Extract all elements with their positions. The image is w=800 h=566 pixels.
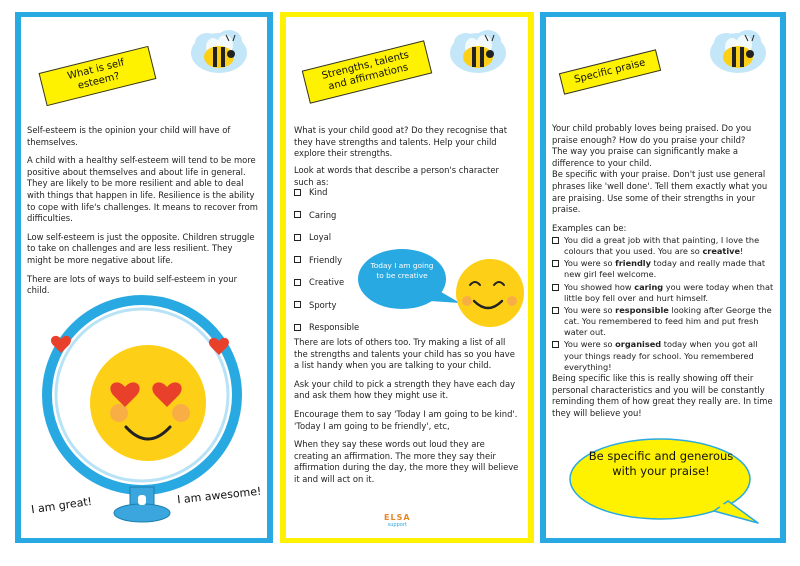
panel3-closing: Being specific like this is really showing off their personal characteristics and you will be constantly reminding them of how great they really are. In time they will believe you! — [552, 373, 773, 418]
checkbox[interactable] — [294, 211, 301, 218]
checklist-item — [294, 181, 359, 204]
panel-specific-praise — [540, 12, 786, 543]
intro-line: Your child probably loves being praised. Do you praise enough? How do you praise your child? — [552, 123, 752, 145]
panel-title-specific-praise: Specific praise — [559, 49, 661, 95]
checkbox[interactable] — [294, 189, 301, 196]
bee-icon — [708, 25, 768, 77]
checklist-label: Loyal — [309, 232, 332, 243]
checkbox[interactable] — [294, 279, 301, 286]
panel1-text — [27, 125, 259, 304]
speech-bubble-text: Today I am going to be creative — [370, 261, 434, 280]
panel2-look-at: Look at words that describe a person's character such as: — [294, 165, 499, 187]
checkbox[interactable] — [552, 307, 559, 314]
paragraph: A child with a healthy self-esteem will tend to be more positive about themselves and about life in general. They are likely to be more resilient and able to deal with things that happen in life. Resilience is the ability to cope with life's challenges. It means to recover from difficulties. — [27, 155, 258, 224]
example-item — [552, 282, 774, 304]
caption-i-am-awesome: I am awesome! — [176, 484, 263, 507]
panel-title-self-esteem: What is self esteem? — [39, 46, 157, 106]
examples-title: Examples can be: — [552, 223, 627, 233]
example-item — [552, 305, 774, 338]
intro-line: The way you praise can significantly make a difference to your child. — [552, 146, 738, 168]
paragraph: There are lots of others too. Try making a list of all the strengths and talents your child has so you have a list handy when you are talking to your child. — [294, 337, 515, 371]
example-text: You were so responsible looking after George the cat. You remembered to feed him and put fresh water out. — [564, 304, 772, 338]
example-text: You were so organised today when you got all your things ready for school. You remembered everything! — [564, 339, 758, 372]
panel3-intro — [552, 123, 774, 216]
caption-i-am-great: I am great! — [30, 494, 93, 517]
example-item — [552, 258, 774, 280]
panel-title-strengths: Strengths, talents and affirmations — [302, 40, 432, 103]
checklist-label: Sporty — [309, 299, 337, 310]
checkbox[interactable] — [552, 284, 559, 291]
checkbox[interactable] — [294, 324, 301, 331]
paragraph: Low self-esteem is just the opposite. Children struggle to take on challenges and are less resilient. They might be more negative about life. — [27, 231, 255, 265]
checklist-item — [294, 294, 359, 317]
bee-icon — [189, 25, 249, 77]
checkbox[interactable] — [552, 341, 559, 348]
example-text: You did a great job with that painting, I love the colours that you used. You are so creative! — [564, 235, 760, 257]
bee-icon — [448, 25, 508, 77]
paragraph: When they say these words out loud they are creating an affirmation. The more they say their affirmation during the day, the more they will believe it and will act on it. — [294, 439, 519, 484]
panel-specific-praise-inner — [546, 17, 780, 538]
speech-bubble-emoji — [356, 245, 526, 331]
checklist-item — [294, 249, 359, 272]
strengths-checklist — [294, 181, 359, 339]
checklist-label: Responsible — [309, 322, 360, 333]
example-item — [552, 235, 774, 257]
checklist-label: Creative — [309, 277, 345, 288]
panel2-intro: What is your child good at? Do they recognise that they have strengths and talents. Help your child explore their strengths. — [294, 125, 507, 159]
example-text: You were so friendly today and really made that new girl feel welcome. — [564, 258, 766, 280]
checklist-label: Kind — [309, 187, 328, 198]
logo-sub: support — [387, 522, 407, 528]
paragraph: Ask your child to pick a strength they have each day and ask them how they might use it. — [294, 378, 516, 401]
example-item — [552, 339, 774, 372]
checklist-label: Caring — [309, 209, 337, 220]
panel-self-esteem — [15, 12, 273, 543]
logo-text: ELSA — [384, 513, 411, 522]
checkbox[interactable] — [294, 234, 301, 241]
checklist-item — [294, 204, 359, 227]
paragraph: There are lots of ways to build self-esteem in your child. — [27, 273, 238, 296]
paragraph: Encourage them to say 'Today I am going to be kind'. 'Today I am going to be friendly', etc, — [294, 408, 518, 431]
checkbox[interactable] — [294, 301, 301, 308]
intro-line: Be specific with your praise. Don't just use general phrases like 'well done'. Tell them exactly what you are praising. Use some of their strengths in your praise. — [552, 169, 768, 215]
checkbox[interactable] — [552, 237, 559, 244]
checkbox[interactable] — [294, 256, 301, 263]
panel-strengths-inner — [286, 17, 528, 538]
checkbox[interactable] — [552, 260, 559, 267]
checklist-label: Friendly — [309, 254, 343, 265]
paragraph: Self-esteem is the opinion your child will have of themselves. — [27, 125, 231, 147]
panel2-text — [294, 337, 520, 493]
checklist-item — [294, 271, 359, 294]
panel-strengths — [280, 12, 534, 543]
examples-list — [552, 235, 774, 374]
checklist-item — [294, 226, 359, 249]
checklist-item — [294, 316, 359, 339]
speech-bubble-praise-text: Be specific and generous with your praise! — [588, 449, 734, 478]
example-text: You showed how caring you were today when that little boy fell over and hurt himself. — [564, 281, 774, 303]
panel-self-esteem-inner — [21, 17, 267, 538]
elsa-logo — [384, 513, 411, 528]
